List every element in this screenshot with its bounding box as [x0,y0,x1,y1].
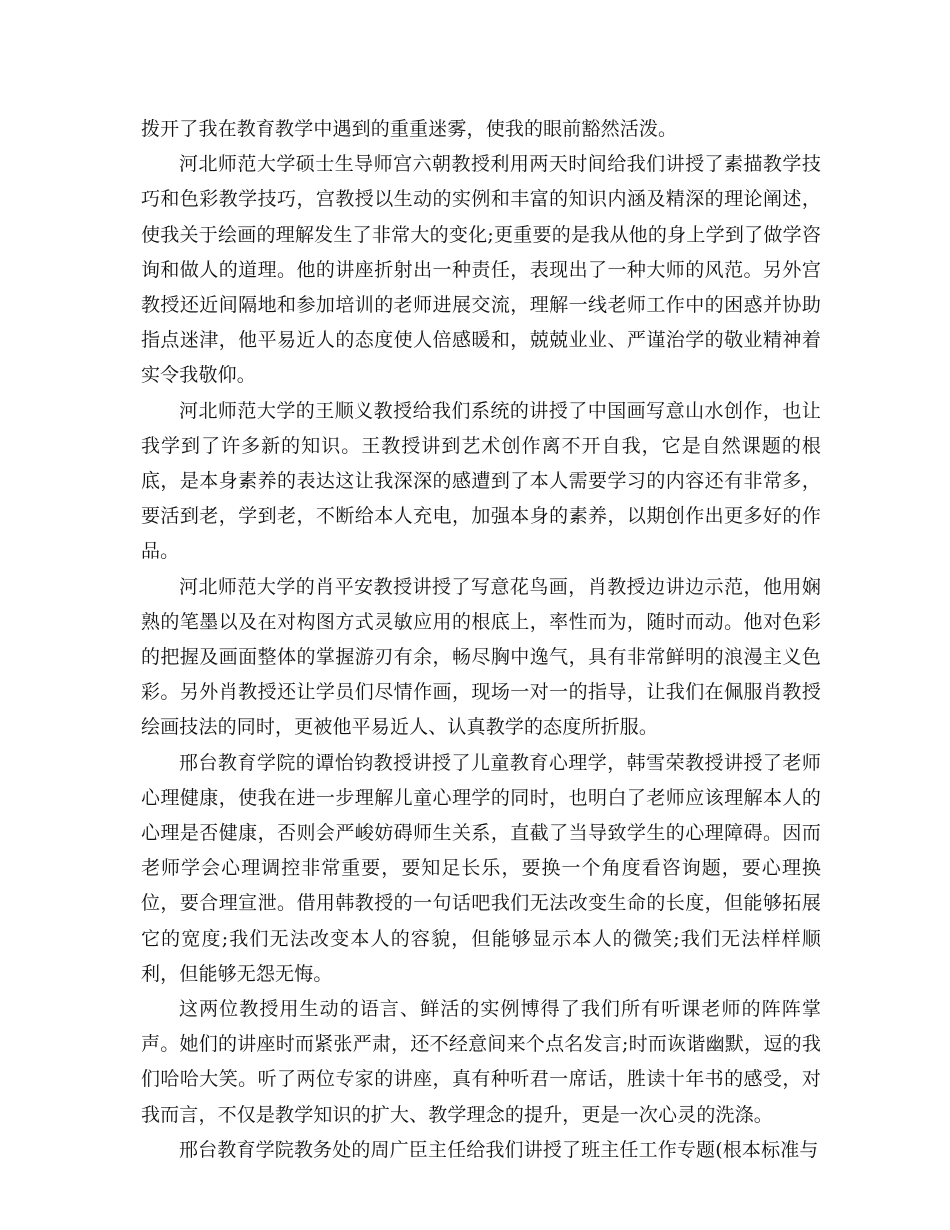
paragraph-two-professors: 这两位教授用生动的语言、鲜活的实例博得了我们所有听课老师的阵阵掌声。她们的讲座时而紧张严肃，还不经意间来个点名发言;时而诙谐幽默，逗的我们哈哈大笑。听了两位专家的讲座，真有种听君一席话，胜读十年书的感受，对我而言，不仅是教学知识的扩大、教学理念的提升，更是一次心灵的洗涤。 [141,998,821,1126]
paragraph-continuation: 拨开了我在教育教学中遇到的重重迷雾，使我的眼前豁然活泼。 [141,118,678,140]
paragraph-wang-shunyi: 河北师范大学的王顺义教授给我们系统的讲授了中国画写意山水创作，也让我学到了许多新的知识。王教授讲到艺术创作离不开自我，它是自然课题的根底，是本身素养的表达这让我深深的感遭到了本人需要学习的内容还有非常多，要活到老，学到老，不断给本人充电，加强本身的素养，以期创作出更多好的作品。 [141,399,821,563]
document-body [141,112,821,1168]
paragraph-xiao-pingan: 河北师范大学的肖平安教授讲授了写意花鸟画，肖教授边讲边示范，他用娴熟的笔墨以及在对构图方式灵敏应用的根底上，率性而为，随时而动。他对色彩的把握及画面整体的掌握游刃有余，畅尽胸中逸气，具有非常鲜明的浪漫主义色彩。另外肖教授还让学员们尽情作画，现场一对一的指导，让我们在佩服肖教授绘画技法的同时，更被他平易近人、认真教学的态度所折服。 [141,575,821,739]
paragraph-zhou-guangchen: 邢台教育学院教务处的周广臣主任给我们讲授了班主任工作专题(根本标准与 [179,1138,819,1161]
paragraph-gong-liuchao: 河北师范大学硕士生导师宫六朝教授利用两天时间给我们讲授了素描教学技巧和色彩教学技巧，宫教授以生动的实例和丰富的知识内涵及精深的理论阐述，使我关于绘画的理解发生了非常大的变化;更重要的是我从他的身上学到了做学咨询和做人的道理。他的讲座折射出一种责任，表现出了一种大师的风范。另外宫教授还近间隔地和参加培训的老师进展交流，理解一线老师工作中的困惑并协助指点迷津，他平易近人的态度使人倍感暖和，兢兢业业、严谨治学的敬业精神着实令我敬仰。 [141,153,821,387]
paragraph-psychology: 邢台教育学院的谭怡钧教授讲授了儿童教育心理学，韩雪荣教授讲授了老师心理健康，使我在进一步理解儿童心理学的同时，也明白了老师应该理解本人的心理是否健康，否则会严峻妨碍师生关系，直截了当导致学生的心理障碍。因而老师学会心理调控非常重要，要知足长乐，要换一个角度看咨询题，要心理换位，要合理宣泄。借用韩教授的一句话吧我们无法改变生命的长度，但能够拓展它的宽度;我们无法改变本人的容貌，但能够显示本人的微笑;我们无法样样顺利，但能够无怨无悔。 [141,751,821,985]
